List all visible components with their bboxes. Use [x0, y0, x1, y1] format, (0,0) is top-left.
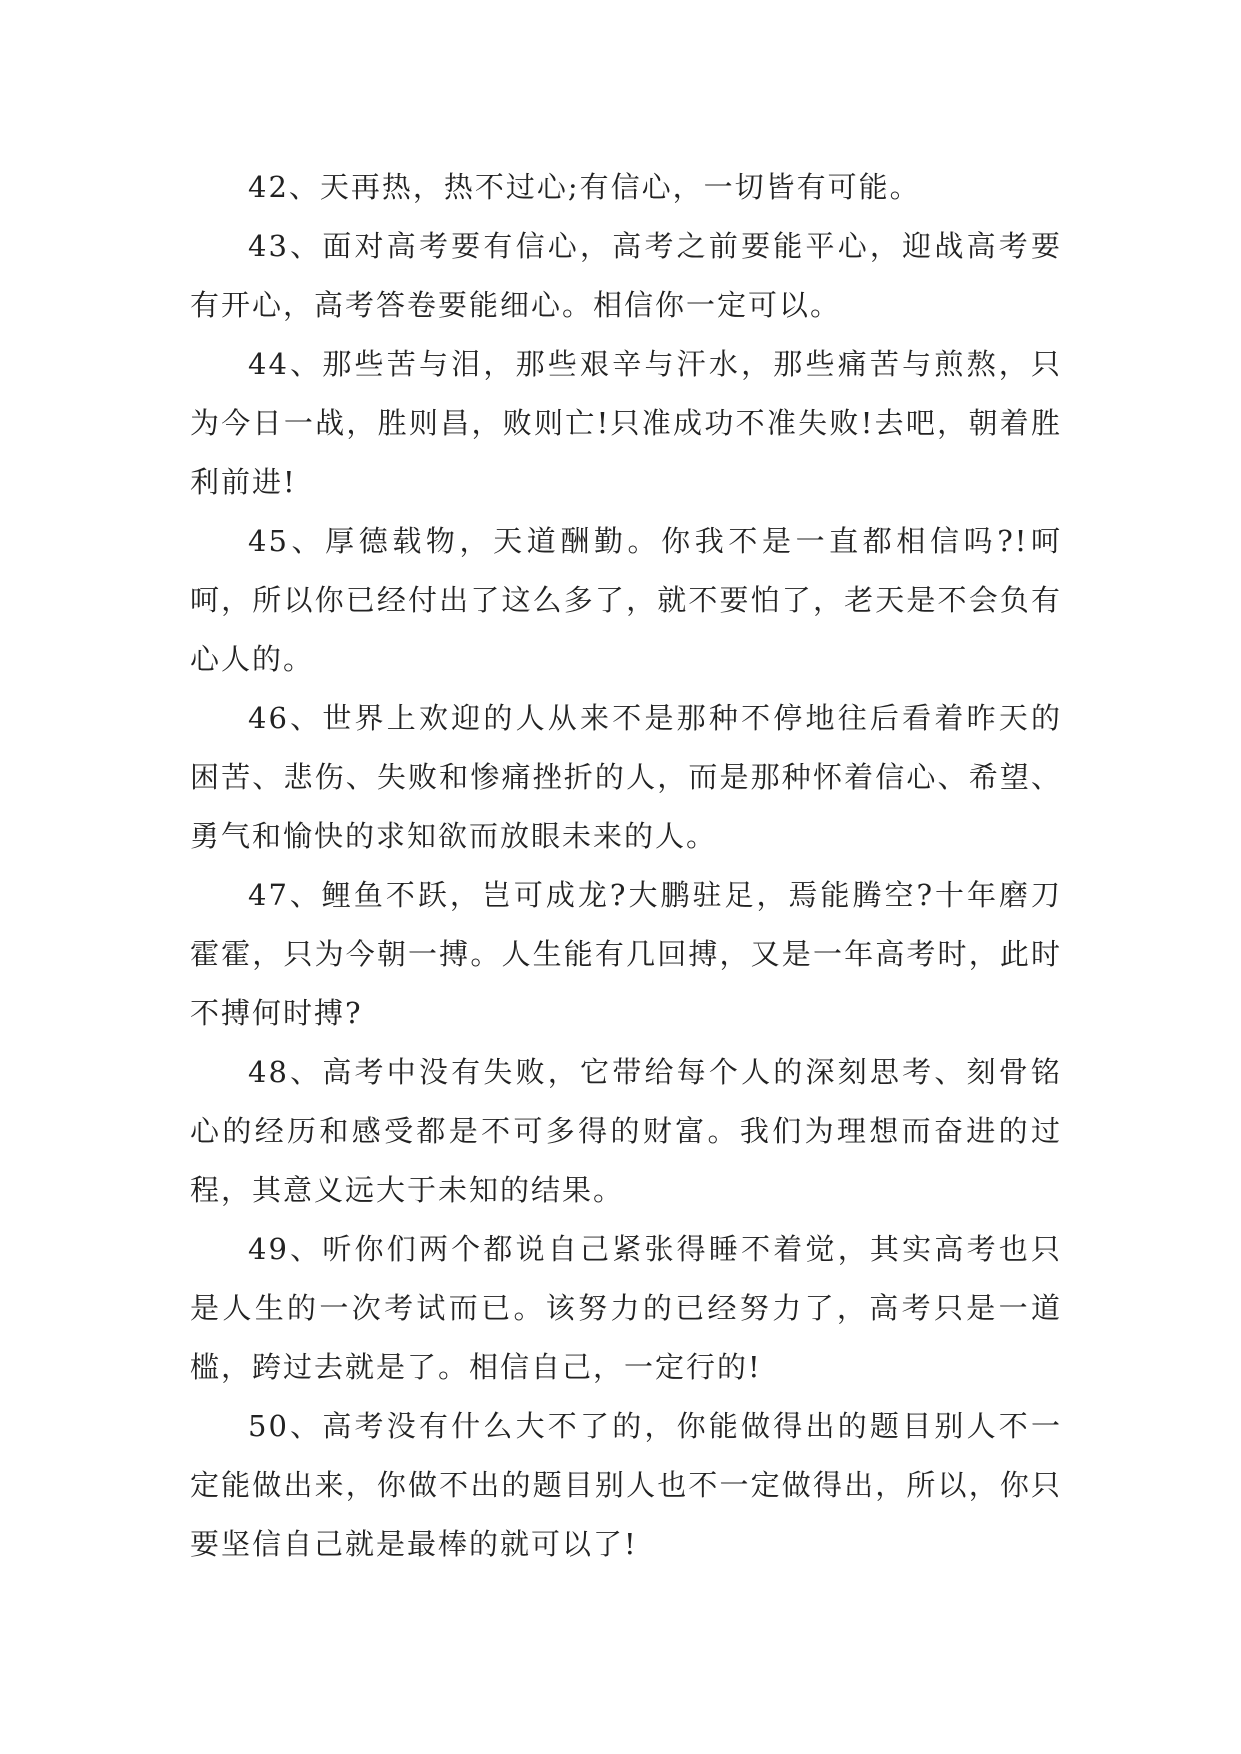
- paragraph-47: 47、鲤鱼不跃，岂可成龙?大鹏驻足，焉能腾空?十年磨刀霍霍，只为今朝一搏。人生能有几回搏，又是一年高考时，此时不搏何时搏?: [190, 878, 1062, 1030]
- paragraph-42: 42、天再热，热不过心;有信心，一切皆有可能。: [248, 170, 921, 204]
- document-body: [190, 158, 1062, 1574]
- paragraph-43: 43、面对高考要有信心，高考之前要能平心，迎战高考要有开心，高考答卷要能细心。相信你一定可以。: [190, 229, 1062, 322]
- paragraph-45: 45、厚德载物，天道酬勤。你我不是一直都相信吗?!呵呵，所以你已经付出了这么多了，就不要怕了，老天是不会负有心人的。: [190, 524, 1062, 676]
- paragraph-48: 48、高考中没有失败，它带给每个人的深刻思考、刻骨铭心的经历和感受都是不可多得的财富。我们为理想而奋进的过程，其意义远大于未知的结果。: [190, 1055, 1062, 1207]
- paragraph-49: 49、听你们两个都说自己紧张得睡不着觉，其实高考也只是人生的一次考试而已。该努力的已经努力了，高考只是一道槛，跨过去就是了。相信自己，一定行的!: [190, 1232, 1062, 1384]
- paragraph-46: 46、世界上欢迎的人从来不是那种不停地往后看着昨天的困苦、悲伤、失败和惨痛挫折的人，而是那种怀着信心、希望、勇气和愉快的求知欲而放眼未来的人。: [190, 701, 1062, 853]
- paragraph-44: 44、那些苦与泪，那些艰辛与汗水，那些痛苦与煎熬，只为今日一战，胜则昌，败则亡!只准成功不准失败!去吧，朝着胜利前进!: [190, 347, 1062, 499]
- paragraph-50: 50、高考没有什么大不了的，你能做得出的题目别人不一定能做出来，你做不出的题目别人也不一定做得出，所以，你只要坚信自己就是最棒的就可以了!: [190, 1409, 1062, 1561]
